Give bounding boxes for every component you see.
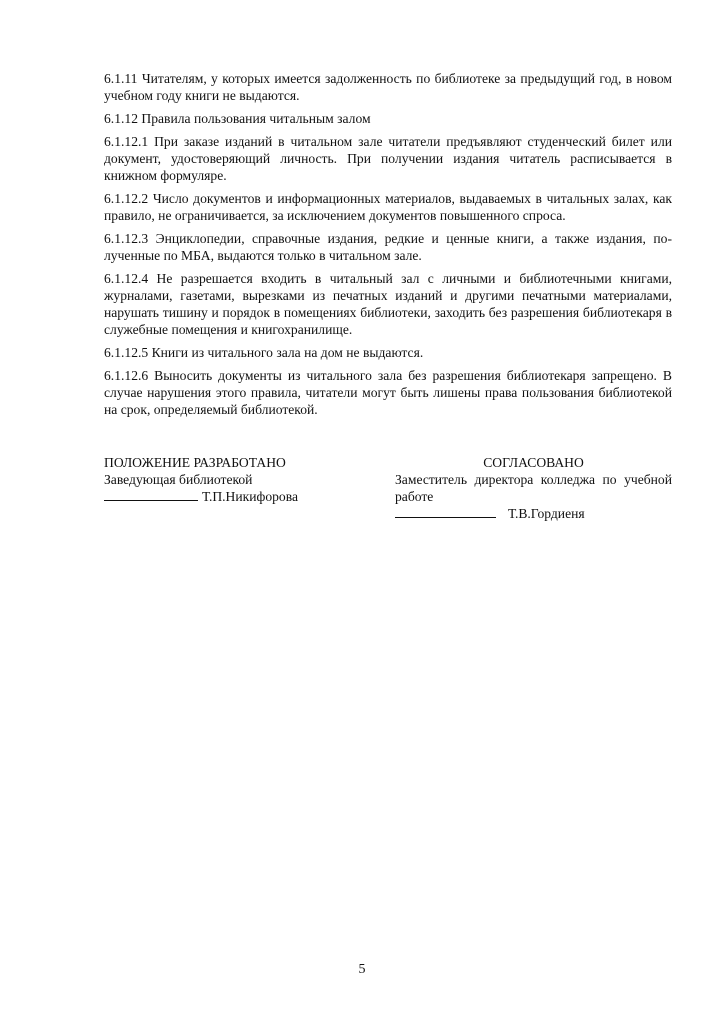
- signature-right-role: Заместитель директора колледжа по учебной работе: [395, 472, 672, 504]
- signature-blank-line: [395, 505, 496, 518]
- signature-right-name: Т.В.Гордиеня: [508, 506, 585, 521]
- page-number: 5: [358, 962, 366, 977]
- document-body: [104, 70, 672, 424]
- paragraph-6-1-12-5: 6.1.12.5 Книги из читального зала на дом не выдаются.: [104, 345, 424, 360]
- signature-left-name: Т.П.Никифорова: [202, 489, 298, 504]
- signature-approved: [395, 454, 672, 522]
- signature-left-line: [104, 488, 364, 505]
- paragraph-6-1-11: 6.1.11 Читателям, у которых имеется задолженность по библиотеке за предыдущий год, в новом учебном году книги не выдаются.: [104, 71, 672, 103]
- paragraph-6-1-12-3: 6.1.12.3 Энциклопедии, справочные издания, редкие и ценные книги, а также издания, полученные по МБА, выдаются только в читальном зале.: [104, 231, 672, 263]
- heading-6-1-12: 6.1.12 Правила пользования читальным залом: [104, 111, 371, 126]
- paragraph-6-1-12-6: 6.1.12.6 Выносить документы из читального зала без разрешения библиотекаря запрещено. В случае нарушения этого правила, читатели могут быть лишены права пользования библиотекой на срок, определяемый библиотекой.: [104, 368, 672, 417]
- paragraph-6-1-12-4: 6.1.12.4 Не разрешается входить в читальный зал с личными и библиотечными книгами, журналами, газетами, вырезками из печатных изданий и другими печатными материалами, нарушать тишину и порядок в помещениях библиотеки, заходить без разрешения библиотекаря в служебные помещения и книгохранилище.: [104, 271, 672, 337]
- signature-developed: [104, 454, 364, 505]
- signature-right-line: [395, 505, 672, 522]
- paragraph-6-1-12-1: 6.1.12.1 При заказе изданий в читальном зале читатели предъявляют студенческий билет или документ, удостоверяющий личность. При получении издания читатель расписывается в книжном формуляре.: [104, 134, 672, 183]
- signature-right-title: СОГЛАСОВАНО: [483, 455, 584, 470]
- signature-blank-line: [104, 488, 198, 501]
- paragraph-6-1-12-2: 6.1.12.2 Число документов и информационных материалов, выдаваемых в читальных залах, как правило, не ограничивается, за исключением документов повышенного спроса.: [104, 191, 672, 223]
- signature-left-title: ПОЛОЖЕНИЕ РАЗРАБОТАНО: [104, 455, 286, 470]
- signature-left-role: Заведующая библиотекой: [104, 472, 253, 487]
